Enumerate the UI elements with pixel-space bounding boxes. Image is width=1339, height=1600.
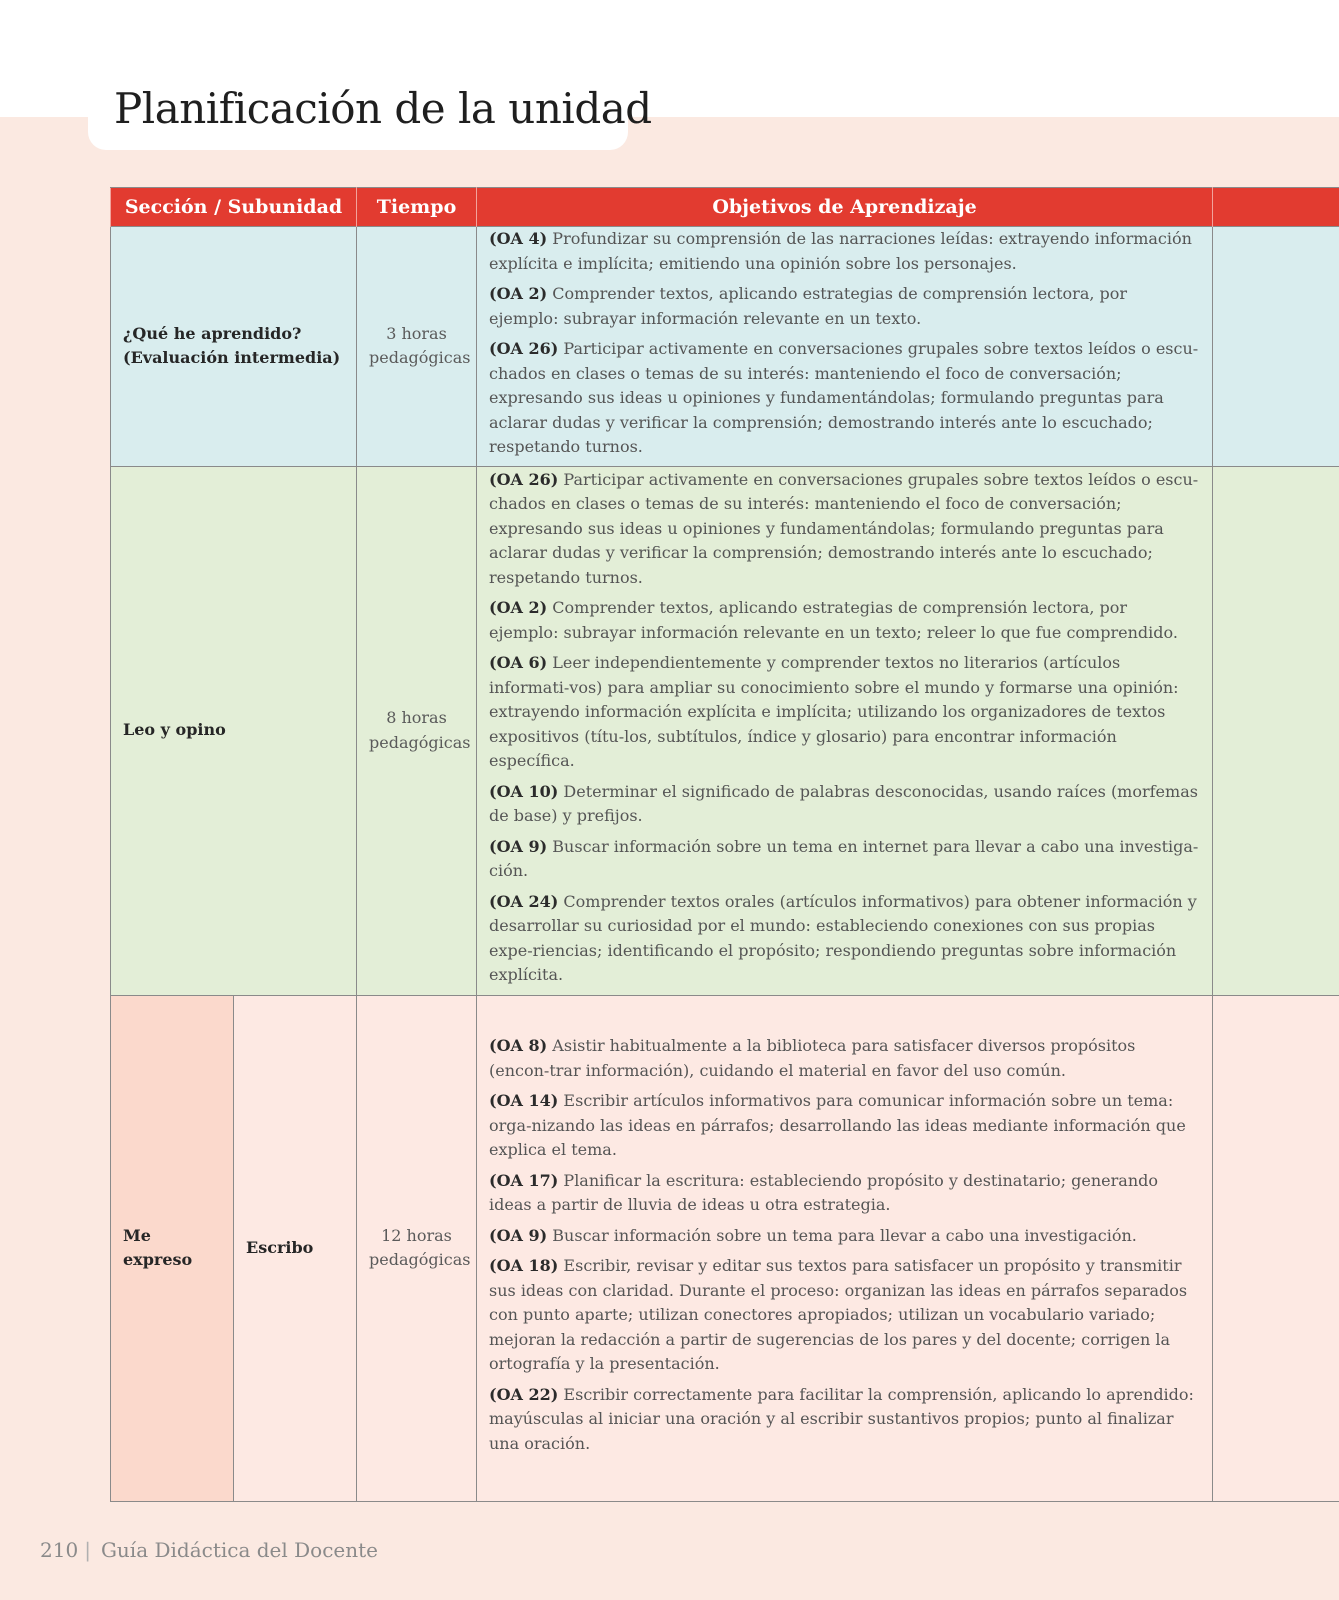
time-unit: pedagógicas (369, 732, 471, 752)
header-section: Sección / Subunidad (111, 188, 357, 227)
objective-code: (OA 24) (489, 891, 559, 911)
objective-text: Asistir habitualmente a la biblioteca para satisfacer diversos propósitos (encon-trar información), cuidando el material en favor del uso común. (489, 1036, 1136, 1080)
objective-text: Comprender textos, aplicando estrategias de comprensión lectora, por ejemplo: subrayar información relevante en un texto; releer lo que fue comprendido. (489, 598, 1178, 642)
table-row (111, 466, 1339, 995)
objective-item (489, 468, 1200, 591)
objective-code: (OA 10) (489, 781, 559, 801)
page-title: Planificación de la unidad (114, 84, 652, 133)
objective-item (489, 596, 1200, 645)
objective-text: Buscar información sobre un tema para llevar a cabo una investigación. (552, 1225, 1137, 1245)
time-cell (357, 995, 477, 1501)
objective-code: (OA 2) (489, 284, 548, 303)
footer-separator: | (84, 1538, 91, 1562)
section-label: ¿Qué he aprendido? (123, 323, 302, 343)
objective-item (489, 227, 1200, 276)
section-cell (111, 995, 234, 1501)
objective-text: Profundizar su comprensión de las narraciones leídas: extrayendo información explícita e implícita; emitiendo una opinión sobre los personajes. (489, 229, 1192, 273)
time-cell (357, 466, 477, 995)
objective-item (489, 1169, 1200, 1218)
objective-text: Escribir, revisar y editar sus textos para satisfacer un propósito y transmitir sus ideas con claridad. Durante el proceso: organizan las ideas en párrafos separados con punto aparte; utilizan conectores apropiados; utilizan un vocabulario variado; mejoran la redacción a partir de sugerencias de los pares y del docente; corrigen la ortografía y la presentación. (489, 1256, 1188, 1373)
planning-table (110, 187, 1339, 1502)
objective-item (489, 1383, 1200, 1457)
objective-code: (OA 9) (489, 1225, 548, 1245)
table-row (111, 995, 1339, 1501)
time-amount: 12 horas (381, 1225, 452, 1245)
objective-text: Participar activamente en conversaciones grupales sobre textos leídos o escu-chados en clases o temas de su interés: manteniendo el foco de conversación; expresando sus ideas u opiniones y fundamentándolas; formulando preguntas para aclarar dudas y verificar la comprensión; demostrando interés ante lo escuchado; respetando turnos. (489, 469, 1199, 587)
objective-code: (OA 26) (489, 339, 559, 358)
table-header-row (111, 188, 1339, 227)
objective-item (489, 337, 1200, 460)
objective-text: Planificar la escritura: estableciendo propósito y destinatario; generando ideas a partir de lluvia de ideas u otra estrategia. (489, 1170, 1159, 1214)
objective-text: Leer independientemente y comprender textos no literarios (artículos informati-vos) para ampliar su conocimiento sobre el mundo y formarse una opinión: extrayendo información explícita e implícita; utilizando los organizadores de textos expositivos (títu-los, subtítulos, índice y glosario) para encontrar información específica. (489, 653, 1179, 770)
objectives-cell (477, 466, 1213, 995)
subunit-cell (234, 995, 357, 1501)
objective-item (489, 835, 1200, 884)
section-label: Leo y opino (123, 720, 226, 740)
objective-text: Escribir artículos informativos para comunicar información sobre un tema: orga-nizando las ideas en párrafos; desarrollando las ideas mediante información que explica el tema. (489, 1091, 1186, 1159)
section-cell (111, 466, 357, 995)
objective-code: (OA 17) (489, 1170, 559, 1190)
objective-text: Comprender textos, aplicando estrategias de comprensión lectora, por ejemplo: subrayar información relevante en un texto. (489, 284, 1128, 328)
subunit-label: Escribo (246, 1237, 314, 1257)
page-number: 210 (40, 1538, 79, 1562)
table-row (111, 227, 1339, 467)
time-unit: pedagógicas (369, 348, 471, 368)
objective-code: (OA 9) (489, 836, 548, 856)
header-objectives: Objetivos de Aprendizaje (477, 188, 1213, 227)
objective-code: (OA 26) (489, 469, 559, 489)
objective-text: Participar activamente en conversaciones grupales sobre textos leídos o escu-chados en clases o temas de su interés: manteniendo el foco de conversación; expresando sus ideas u opiniones y fundamentándolas; formulando preguntas para aclarar dudas y verificar la comprensión; demostrando interés ante lo escuchado; respetando turnos. (489, 339, 1199, 456)
objective-code: (OA 2) (489, 598, 548, 617)
objective-text: Comprender textos orales (artículos informativos) para obtener información y desarrollar su curiosidad por el mundo: estableciendo conexiones con sus propias expe-riencias; identificando el propósito; respondiendo preguntas sobre información explícita. (489, 891, 1197, 984)
objective-code: (OA 6) (489, 653, 548, 672)
objective-item (489, 282, 1200, 331)
objective-code: (OA 14) (489, 1091, 559, 1110)
objective-item (489, 1254, 1200, 1377)
extra-cell (1213, 466, 1339, 995)
objective-code: (OA 22) (489, 1384, 559, 1404)
header-extra (1213, 188, 1339, 227)
objective-item (489, 890, 1200, 988)
time-amount: 8 horas (386, 708, 447, 727)
header-time: Tiempo (357, 188, 477, 227)
objective-code: (OA 4) (489, 229, 548, 248)
time-amount: 3 horas (386, 323, 447, 343)
objective-text: Determinar el significado de palabras desconocidas, usando raíces (morfemas de base) y prefijos. (489, 781, 1198, 825)
section-sublabel: (Evaluación intermedia) (123, 348, 341, 368)
section-cell (111, 227, 357, 467)
objectives-cell (477, 227, 1213, 467)
extra-cell (1213, 227, 1339, 467)
objective-code: (OA 18) (489, 1256, 559, 1275)
objective-item (489, 1089, 1200, 1163)
extra-cell (1213, 995, 1339, 1501)
section-label: Me expreso (123, 1225, 193, 1269)
time-unit: pedagógicas (369, 1250, 471, 1269)
objective-text: Buscar información sobre un tema en internet para llevar a cabo una investiga-ción. (489, 836, 1199, 880)
objective-item (489, 780, 1200, 829)
objectives-cell (477, 995, 1213, 1501)
objective-item (489, 1034, 1200, 1083)
objective-item (489, 1224, 1200, 1249)
page-footer (40, 1538, 378, 1562)
objective-code: (OA 8) (489, 1036, 548, 1055)
objective-text: Escribir correctamente para facilitar la comprensión, aplicando lo aprendido: mayúsculas al iniciar una oración y al escribir sustantivos propios; punto al finalizar una oración. (489, 1384, 1194, 1453)
objective-item (489, 651, 1200, 774)
time-cell (357, 227, 477, 467)
book-title: Guía Didáctica del Docente (100, 1538, 379, 1562)
